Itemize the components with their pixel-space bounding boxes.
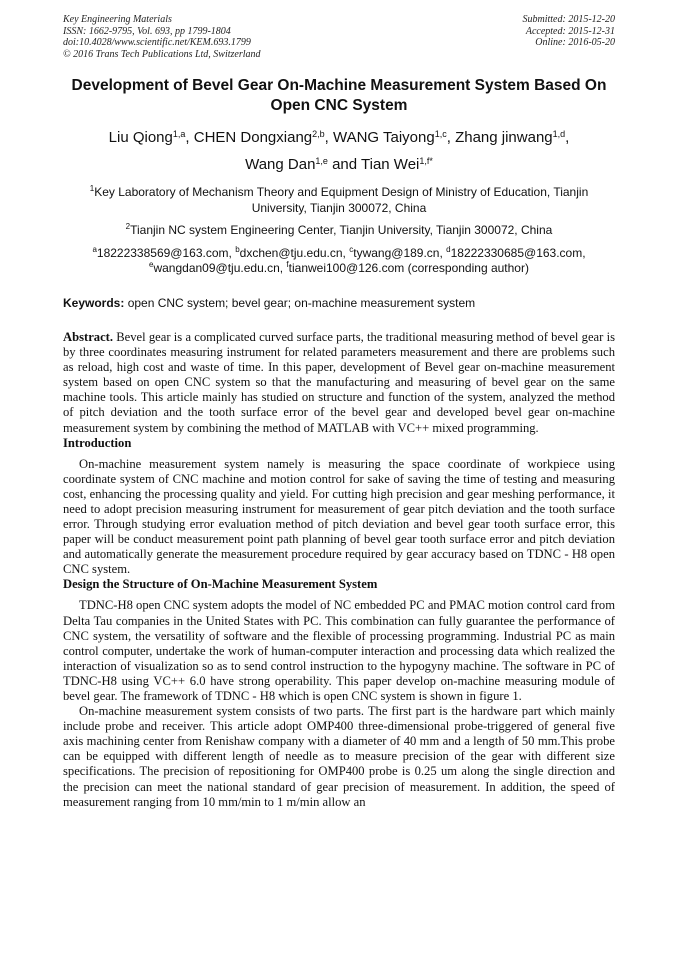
author: Zhang jinwang$^{1,d}$ [455,129,566,146]
copyright: © 2016 Trans Tech Publications Ltd, Switzerland [63,48,261,60]
section-heading-introduction: Introduction [63,435,132,450]
abstract-label: Abstract. [63,330,114,344]
journal-info [63,14,261,60]
author-list: Liu Qiong$^{1,a}$, CHEN Dongxiang$^{2,b}$, WANG Taiyong$^{1,c}$, Zhang jinwang$^{1,d}$, Wang Dan$^{1,e}$ and Tian Wei$^{1,f*}$ [108,129,570,173]
affiliation-2: $^2$Tianjin NC system Engineering Center, Tianjin University, Tianjin 300072, China [125,222,553,237]
author: WANG Taiyong$^{1,c}$ [332,129,447,146]
keywords-label: Keywords: [63,296,125,310]
online-date: Online: 2016-05-20 [535,37,615,48]
author: Tian Wei$^{1,f*}$ [361,156,433,173]
accepted-date: Accepted: 2015-12-31 [525,25,615,37]
paragraph: On-machine measurement system consists of two parts. The first part is the hardware part which mainly include probe and receiver. This article adopt OMP400 three-dimensional probe-triggered of general five axis machining center from Renishaw company with a diameter of 40 mm and a length of 50 mm.This probe can be equipped with different length of needle as to measure precision of the gear with different size specifications. The precision of repositioning for OMP400 probe is 0.25 um along the single direction and the precision can meet the national standard of gear precision of measurement. In addition, the speed of measurement ranging from 10 mm/min to 1 m/min allow an [63,704,615,809]
publication-dates [523,14,616,60]
keywords [63,296,615,311]
journal-name: Key Engineering Materials [63,14,172,25]
author: Liu Qiong$^{1,a}$ [108,129,186,146]
paragraph: TDNC-H8 open CNC system adopts the model of NC embedded PC and PMAC motion control card from Delta Tau companies in the United States with PC. This combination can fully guarantee the performance of CNC system, the versatility of software and the flexible of processing programming. Industrial PC as main control computer, undertake the work of human-computer interaction and processing data which realized the interaction of visualization so as to send control instruction to the hypogyny machine. The software in PC of TDNC-H8 using VC++ 6.0 have strong operability. This paper develop on-machine measuring module of bevel gear. The framework of TDNC - H8 which is open CNC system is shown in figure 1. [63,598,615,703]
keywords-text: open CNC system; bevel gear; on-machine measurement system [124,296,476,310]
author: CHEN Dongxiang$^{2,b}$ [193,129,325,146]
email-link[interactable]: tywang@189.cn, [353,246,447,260]
submitted-date: Submitted: 2015-12-20 [522,14,615,25]
email-link[interactable]: 18222338569@163.com, [96,246,236,260]
email-link[interactable]: tianwei100@126.com (corresponding author) [288,261,529,275]
paper-page [63,14,615,810]
author: Wang Dan$^{1,e}$ [245,156,328,173]
issn: ISSN: 1662-9795, Vol. 693, pp 1799-1804 [63,25,231,37]
author-emails: $^a$18222338569@163.com, $^b$dxchen@tju.edu.cn, $^c$tywang@189.cn, $^d$18222330685@163.com, $^e$wangdan09@tju.edu.cn, $^f$tianwei100@126.com (corresponding author) [92,245,586,275]
doi: doi:10.4028/www.scientific.net/KEM.693.1799 [63,37,251,48]
affiliation-1: $^1$Key Laboratory of Mechanism Theory and Equipment Design of Ministry of Education, Tianjin University, Tianjin 300072, China [89,184,589,215]
abstract [63,330,615,436]
email-link[interactable]: wangdan09@tju.edu.cn, [153,261,287,275]
email-link[interactable]: dxchen@tju.edu.cn, [239,246,350,260]
section-heading-design: Design the Structure of On-Machine Measurement System [63,577,378,592]
publication-header [63,14,615,60]
paragraph: On-machine measurement system namely is measuring the space coordinate of workpiece using coordinate system of CNC machine and motion control for sake of saving the time of testing and measuring cost, enhancing the processing quality and yield. For cutting high precision and gear meshing performance, it need to adopt precision measuring instrument for measurement of gear pitch deviation and the tooth surface error. Through studying error evaluation method of pitch deviation and bevel gear tooth surface error, this paper will be conduct measurement point path planning of bevel gear tooth surface error and pitch deviation and automatically generate the measurement procedure required by gear accuracy based on TDNC - H8 open CNC system. [63,456,615,577]
email-link[interactable]: 18222330685@163.com, [450,246,586,260]
paper-title: Development of Bevel Gear On-Machine Measurement System Based On Open CNC System [71,77,607,114]
abstract-text: Bevel gear is a complicated curved surface parts, the traditional measuring method of bevel gear is by three coordinates measuring instrument for related parameters measurement and there are problems such as reload, high cost and waste of time. In this paper, development of Bevel gear on-machine measurement system based on open CNC system so that the manufacturing and measuring of bevel gear on the same machine tools. This article mainly has studied on structure and function of the system, analyzed the method of pitch deviation and the tooth surface error of the bevel gear and developed bevel gear on-machine measurement system by combining the method of MATLAB with VC++ mixed programming. [63,330,615,435]
